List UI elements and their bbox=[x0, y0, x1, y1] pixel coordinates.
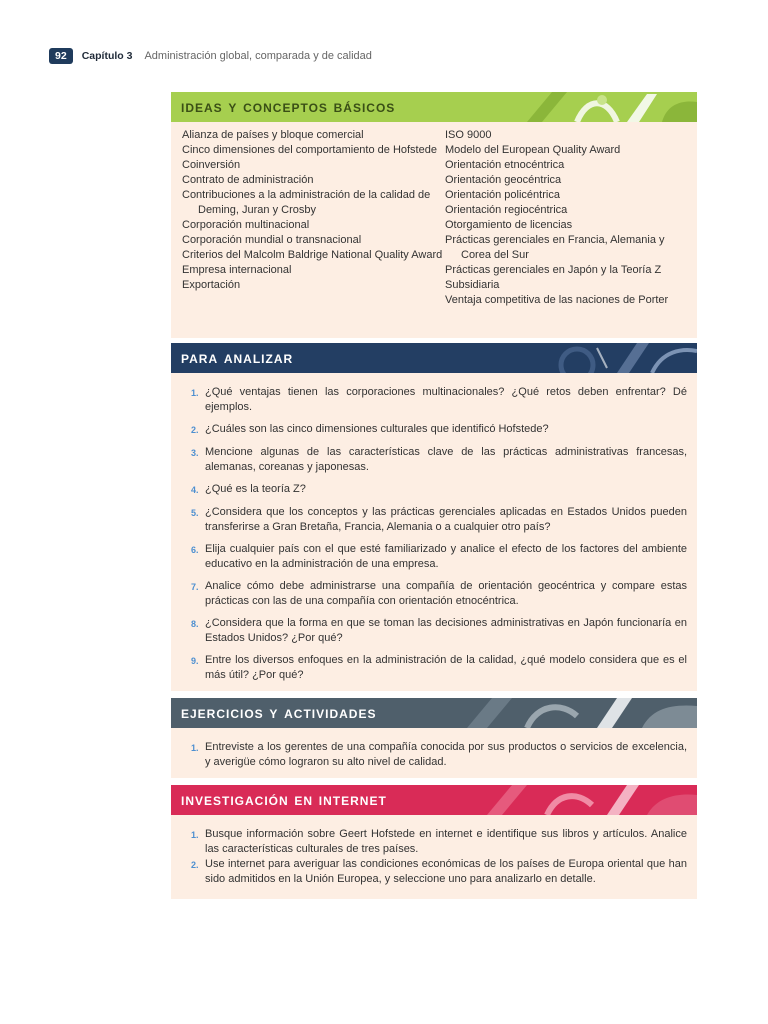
ideas-title: ideas y conceptos básicos bbox=[181, 97, 396, 116]
list-item bbox=[191, 505, 687, 535]
ejercicios-title: ejercicios y actividades bbox=[181, 703, 377, 722]
ejercicios-header bbox=[171, 698, 697, 728]
list-item: Alianza de países y bloque comercial bbox=[182, 129, 364, 141]
item-text: ¿Considera que la forma en que se toman las decisiones administrativas en Japón funcionaría en Estados Unidos? ¿Por qué? bbox=[205, 617, 687, 644]
list-item: Corporación multinacional bbox=[182, 219, 310, 231]
item-text: Entreviste a los gerentes de una compañía conocida por sus productos o servicios de excelencia, y averigüe cómo lograron su alto nivel de calidad. bbox=[205, 741, 687, 768]
item-text: ¿Considera que los conceptos y las prácticas gerenciales aplicadas en Estados Unidos pueden transferirse a Gran Bretaña, Francia, Alemania o a cualquier otro país? bbox=[205, 506, 687, 533]
list-item bbox=[191, 616, 687, 646]
item-text: ¿Qué es la teoría Z? bbox=[205, 483, 306, 495]
running-header bbox=[49, 48, 372, 64]
list-item bbox=[191, 422, 687, 438]
list-item: Criterios del Malcolm Baldrige National Quality Award bbox=[182, 249, 443, 261]
item-text: Elija cualquier país con el que esté familiarizado y analice el efecto de los factores del ambiente educativo en la administración de una empresa. bbox=[205, 543, 687, 570]
item-number: 1. bbox=[191, 743, 199, 753]
decorative-swirl-icon bbox=[477, 785, 697, 815]
analizar-title: para analizar bbox=[181, 348, 294, 367]
analizar-panel bbox=[171, 343, 697, 691]
decorative-swirl-icon bbox=[537, 343, 697, 373]
page-number: 92 bbox=[49, 48, 73, 64]
item-number: 2. bbox=[191, 860, 199, 870]
list-item: Ventaja competitiva de las naciones de Porter bbox=[445, 294, 669, 306]
item-text: ¿Cuáles son las cinco dimensiones culturales que identificó Hofstede? bbox=[205, 423, 549, 435]
list-item: Otorgamiento de licencias bbox=[445, 219, 573, 231]
list-item bbox=[191, 740, 687, 770]
list-item bbox=[191, 857, 687, 887]
item-number: 1. bbox=[191, 830, 199, 840]
list-item bbox=[191, 579, 687, 609]
list-item bbox=[191, 445, 687, 475]
item-text: ¿Qué ventajas tienen las corporaciones multinacionales? ¿Qué retos deben enfrentar? Dé ejemplos. bbox=[205, 386, 687, 413]
item-number: 5. bbox=[191, 508, 199, 518]
list-item: Modelo del European Quality Award bbox=[445, 144, 621, 156]
list-item: Coinversión bbox=[182, 159, 241, 171]
decorative-swirl-icon bbox=[467, 698, 697, 728]
item-text: Use internet para averiguar las condiciones económicas de los países de Europa oriental que han sido admitidos en la Unión Europea, y seleccione uno para analizarlo en detalle. bbox=[205, 858, 687, 885]
chapter-label: Capítulo 3 bbox=[81, 50, 133, 62]
list-item bbox=[191, 385, 687, 415]
list-item: Contrato de administración bbox=[182, 174, 314, 186]
item-number: 1. bbox=[191, 388, 199, 398]
analizar-list bbox=[171, 373, 697, 696]
ideas-panel bbox=[171, 92, 697, 338]
list-item: Prácticas gerenciales en Japón y la Teoría Z bbox=[445, 264, 662, 276]
decorative-swirl-icon bbox=[507, 92, 697, 122]
list-item bbox=[191, 827, 687, 857]
internet-title: investigación en internet bbox=[181, 790, 387, 809]
list-item bbox=[191, 482, 687, 498]
list-item: Subsidiaria bbox=[445, 279, 500, 291]
list-item: Orientación geocéntrica bbox=[445, 174, 562, 186]
terms-column-1 bbox=[182, 128, 445, 308]
ideas-header bbox=[171, 92, 697, 122]
terms-column-2 bbox=[445, 128, 697, 308]
internet-header bbox=[171, 785, 697, 815]
item-number: 8. bbox=[191, 619, 199, 629]
item-number: 4. bbox=[191, 485, 199, 495]
ejercicios-list bbox=[171, 728, 697, 783]
chapter-title: Administración global, comparada y de calidad bbox=[144, 50, 372, 62]
internet-list bbox=[171, 815, 697, 893]
item-number: 3. bbox=[191, 448, 199, 458]
list-item: ISO 9000 bbox=[445, 129, 492, 141]
list-item: Orientación policéntrica bbox=[445, 189, 560, 201]
list-item: Empresa internacional bbox=[182, 264, 292, 276]
item-text: Busque información sobre Geert Hofstede en internet e identifique sus libros y artículos. Analice las características culturales de tres países. bbox=[205, 828, 687, 855]
item-number: 2. bbox=[191, 425, 199, 435]
item-number: 6. bbox=[191, 545, 199, 555]
item-text: Entre los diversos enfoques en la administración de la calidad, ¿qué modelo considera que es el más útil? ¿Por qué? bbox=[205, 654, 687, 681]
item-number: 9. bbox=[191, 656, 199, 666]
list-item: Corporación mundial o transnacional bbox=[182, 234, 362, 246]
analizar-header bbox=[171, 343, 697, 373]
list-item: Contribuciones a la administración de la calidad de Deming, Juran y Crosby bbox=[182, 189, 431, 216]
internet-panel bbox=[171, 785, 697, 899]
item-number: 7. bbox=[191, 582, 199, 592]
list-item bbox=[191, 542, 687, 572]
list-item: Exportación bbox=[182, 279, 241, 291]
list-item: Orientación regiocéntrica bbox=[445, 204, 568, 216]
list-item bbox=[191, 653, 687, 683]
item-text: Mencione algunas de las características clave de las prácticas administrativas francesas, alemanas, coreanas y japonesas. bbox=[205, 446, 687, 473]
item-text: Analice cómo debe administrarse una compañía de orientación geocéntrica y compare estas prácticas con las de una compañía con orientación etnocéntrica. bbox=[205, 580, 687, 607]
list-item: Prácticas gerenciales en Francia, Alemania y Corea del Sur bbox=[445, 234, 665, 261]
list-item: Orientación etnocéntrica bbox=[445, 159, 565, 171]
ejercicios-panel bbox=[171, 698, 697, 778]
list-item: Cinco dimensiones del comportamiento de Hofstede bbox=[182, 144, 437, 156]
